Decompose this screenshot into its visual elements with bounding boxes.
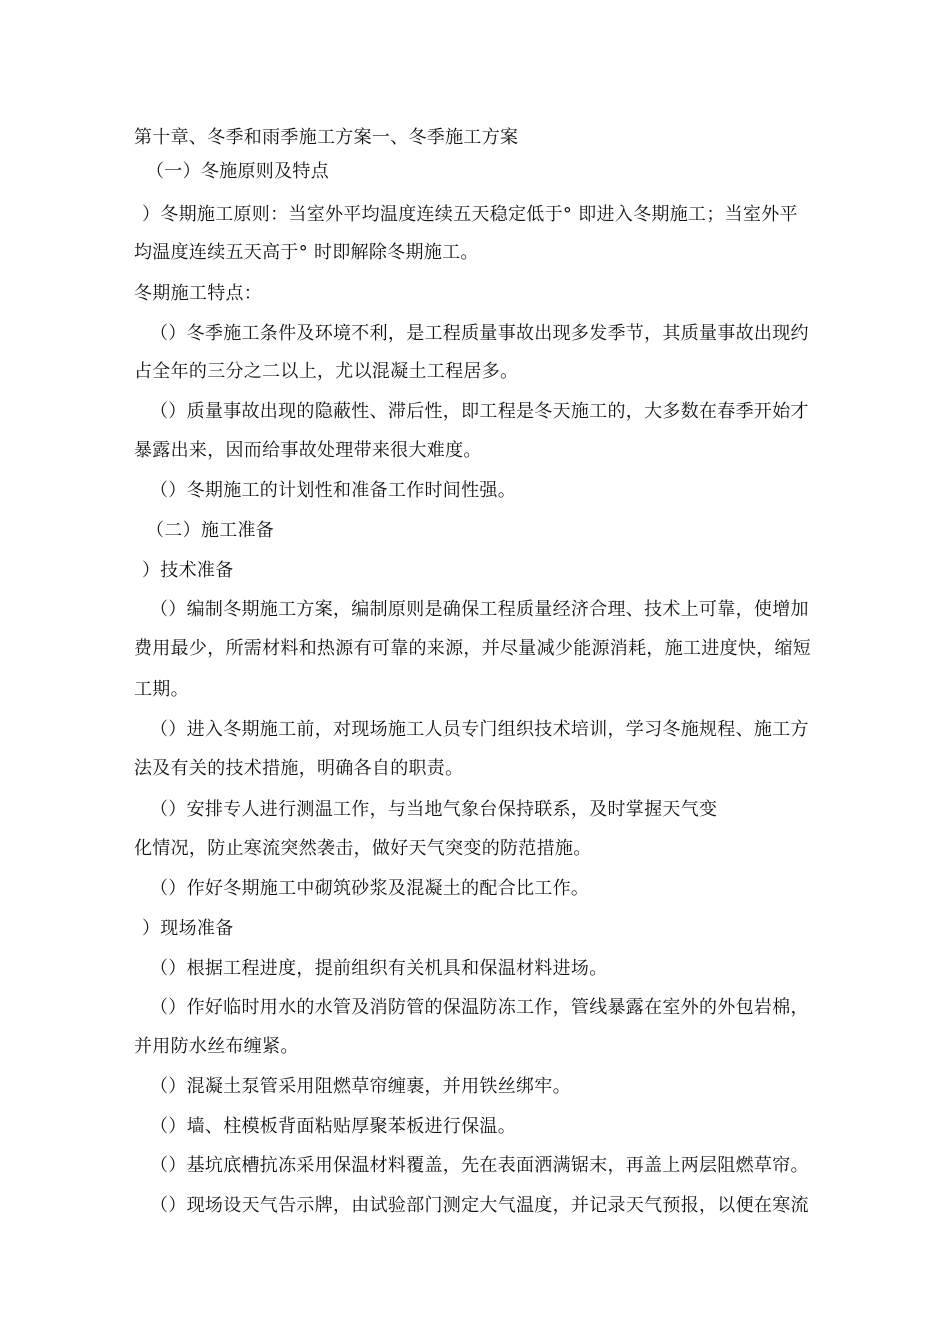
list-item: （）墙、柱模板背面粘贴厚聚苯板进行保温。 (150, 1116, 516, 1137)
list-item-continuation: 占全年的三分之二以上，尤以混凝土工程居多。 (134, 361, 519, 382)
list-item: （）作好冬期施工中砌筑砂浆及混凝土的配合比工作。 (150, 878, 590, 899)
list-item-continuation: 暴露出来，因而给事故处理带来很大难度。 (134, 440, 482, 461)
list-item: （）混凝土泵管采用阻燃草帘缠裹，并用铁丝绑牢。 (150, 1076, 571, 1097)
list-item-continuation: 费用最少，所需材料和热源有可靠的来源，并尽量减少能源消耗，施工进度快，缩短 (134, 638, 812, 659)
list-item: （）冬期施工的计划性和准备工作时间性强。 (150, 480, 516, 501)
list-item: （）现场设天气告示牌，由试验部门测定大气温度，并记录天气预报，以便在寒流 (150, 1195, 809, 1216)
list-item: （）质量事故出现的隐蔽性、滞后性，即工程是冬天施工的，大多数在春季开始才 (150, 401, 809, 422)
list-item: （）基坑底槽抗冻采用保温材料覆盖，先在表面洒满锯末，再盖上两层阻燃草帘。 (150, 1155, 809, 1176)
paragraph-line: ）冬期施工原则：当室外平均温度连续五天稳定低于° 即进入冬期施工；当室外平 (142, 204, 798, 225)
section-title: （一）冬施原则及特点 (146, 161, 329, 182)
chapter-heading: 第十章、冬季和雨季施工方案一、冬季施工方案 (134, 127, 519, 148)
list-item-continuation: 并用防水丝布缠紧。 (134, 1036, 299, 1057)
list-item: （）根据工程进度，提前组织有关机具和保温材料进场。 (150, 958, 608, 979)
list-item: （）安排专人进行测温工作，与当地气象台保持联系，及时掌握天气变 (150, 799, 718, 820)
section-title: （二）施工准备 (146, 520, 275, 541)
list-item: （）编制冬期施工方案，编制原则是确保工程质量经济合理、技术上可靠，使增加 (150, 599, 809, 620)
subsection-title: ）技术准备 (142, 560, 234, 581)
list-item: （）进入冬期施工前，对现场施工人员专门组织技术培训，学习冬施规程、施工方 (150, 719, 809, 740)
list-item-continuation: 法及有关的技术措施，明确各自的职责。 (134, 758, 464, 779)
subsection-title: ）现场准备 (142, 918, 234, 939)
subsection-label: 冬期施工特点： (134, 283, 263, 304)
list-item: （）冬季施工条件及环境不利，是工程质量事故出现多发季节，其质量事故出现约 (150, 323, 809, 344)
list-item: （）作好临时用水的水管及消防管的保温防冻工作，管线暴露在室外的外包岩棉， (150, 997, 809, 1018)
list-item-continuation: 工期。 (134, 679, 189, 700)
paragraph-line: 均温度连续五天高于° 时即解除冬期施工。 (134, 242, 479, 263)
list-item-continuation: 化情况，防止寒流突然袭击，做好天气突变的防范措施。 (134, 838, 592, 859)
